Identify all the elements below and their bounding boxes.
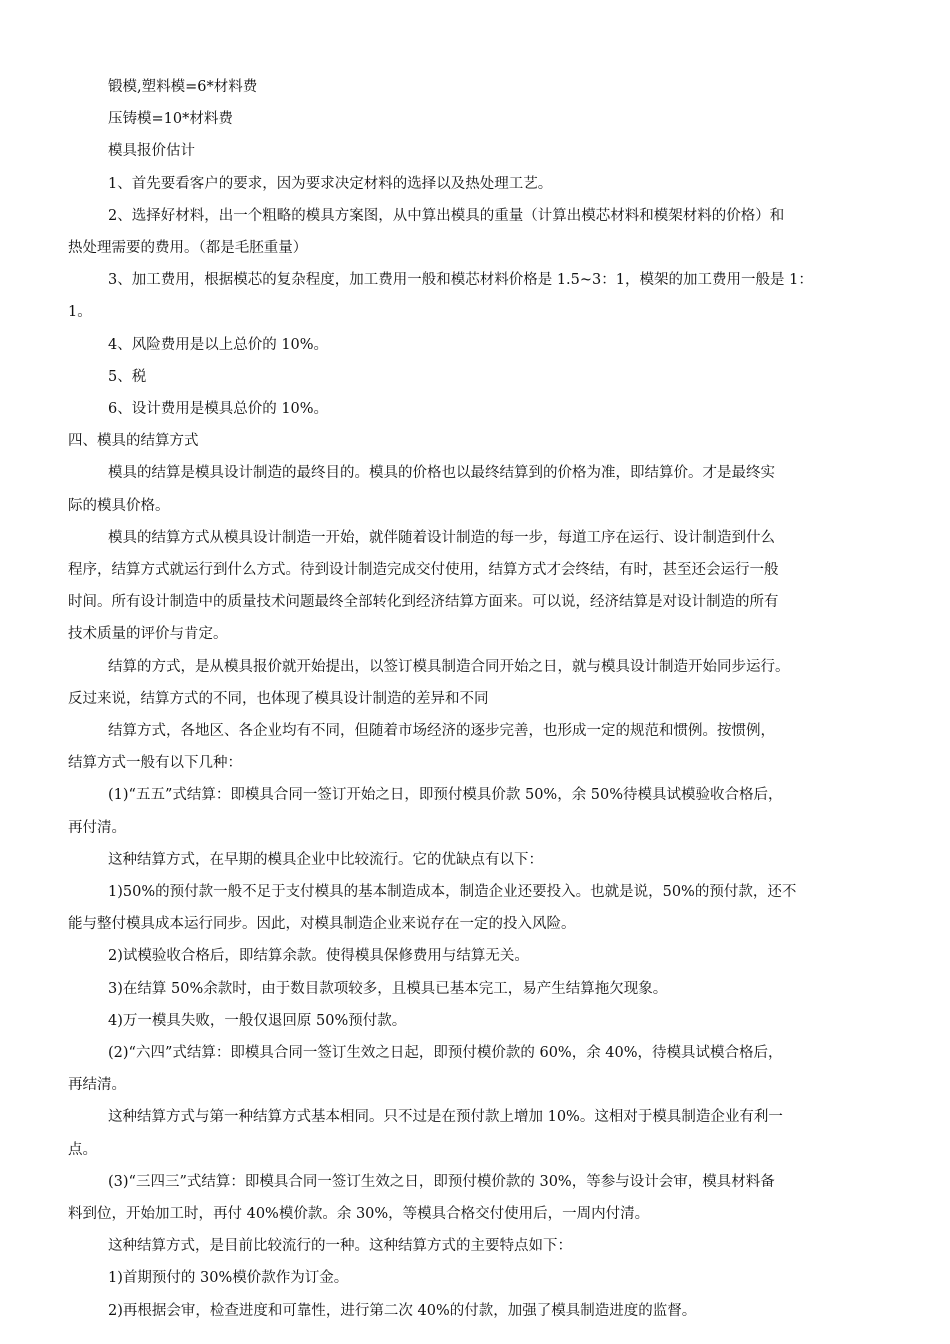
text-line: 这种结算方式与第一种结算方式基本相同。只不过是在预付款上增加 10%。这相对于模具制造企业有利一 bbox=[108, 1109, 783, 1125]
text-line: 料到位，开始加工时，再付 40%模价款。余 30%，等模具合格交付使用后，一周内付清。 bbox=[68, 1206, 650, 1222]
text-line: 模具报价估计 bbox=[108, 143, 195, 159]
text-line: 2)再根据会审，检查进度和可靠性，进行第二次 40%的付款，加强了模具制造进度的监督。 bbox=[108, 1303, 697, 1319]
text-line: 热处理需要的费用。（都是毛胚重量） bbox=[68, 240, 308, 256]
text-line: (3)“三四三”式结算：即模具合同一签订生效之日，即预付模价款的 30%，等参与设计会审，模具材料备 bbox=[108, 1174, 775, 1190]
text-line: 结算方式，各地区、各企业均有不同，但随着市场经济的逐步完善，也形成一定的规范和惯例。按惯例， bbox=[108, 723, 775, 739]
text-line: (2)“六四”式结算：即模具合同一签订生效之日起，即预付模价款的 60%，余 40%，待模具试模合格后， bbox=[108, 1045, 783, 1061]
text-line: 程序，结算方式就运行到什么方式。待到设计制造完成交付使用，结算方式才会终结，有时，甚至还会运行一般 bbox=[68, 562, 779, 578]
text-line: (1)“五五”式结算：即模具合同一签订开始之日，即预付模具价款 50%，余 50%待模具试模验收合格后， bbox=[108, 787, 783, 803]
text-line: 再付清。 bbox=[68, 820, 126, 836]
text-line: 能与整付模具成本运行同步。因此，对模具制造企业来说存在一定的投入风险。 bbox=[68, 916, 576, 932]
text-line: 模具的结算方式从模具设计制造一开始，就伴随着设计制造的每一步，每道工序在运行、设计制造到什么 bbox=[108, 530, 775, 546]
text-line: 2、选择好材料，出一个粗略的模具方案图，从中算出模具的重量（计算出模芯材料和模架材料的价格）和 bbox=[108, 208, 785, 224]
text-line: 3)在结算 50%余款时，由于数目款项较多，且模具已基本完工，易产生结算拖欠现象。 bbox=[108, 981, 668, 997]
text-line: 再结清。 bbox=[68, 1077, 126, 1093]
text-line: 技术质量的评价与肯定。 bbox=[68, 626, 228, 642]
text-line: 点。 bbox=[68, 1142, 97, 1158]
text-line: 压铸模=10*材料费 bbox=[108, 111, 233, 127]
text-line: 6、设计费用是模具总价的 10%。 bbox=[108, 401, 329, 417]
text-line: 5、税 bbox=[108, 369, 147, 385]
text-line: 反过来说，结算方式的不同，也体现了模具设计制造的差异和不同 bbox=[68, 691, 489, 707]
text-line: 1。 bbox=[68, 304, 92, 320]
text-line: 四、模具的结算方式 bbox=[68, 433, 199, 449]
text-line: 这种结算方式，是目前比较流行的一种。这种结算方式的主要特点如下： bbox=[108, 1238, 572, 1254]
text-line: 际的模具价格。 bbox=[68, 498, 170, 514]
text-line: 锻模,塑料模=6*材料费 bbox=[108, 79, 258, 95]
text-line: 模具的结算是模具设计制造的最终目的。模具的价格也以最终结算到的价格为准，即结算价。才是最终实 bbox=[108, 465, 775, 481]
text-line: 时间。所有设计制造中的质量技术问题最终全部转化到经济结算方面来。可以说，经济结算是对设计制造的所有 bbox=[68, 594, 779, 610]
text-line: 3、加工费用，根据模芯的复杂程度，加工费用一般和模芯材料价格是 1.5~3：1，模架的加工费用一般是 1： bbox=[108, 272, 813, 288]
text-line: 1、首先要看客户的要求，因为要求决定材料的选择以及热处理工艺。 bbox=[108, 176, 553, 192]
text-line: 1)首期预付的 30%模价款作为订金。 bbox=[108, 1270, 349, 1286]
text-line: 2)试模验收合格后，即结算余款。使得模具保修费用与结算无关。 bbox=[108, 948, 529, 964]
text-line: 1)50%的预付款一般不足于支付模具的基本制造成本，制造企业还要投入。也就是说，50%的预付款，还不 bbox=[108, 884, 797, 900]
text-line: 4、风险费用是以上总价的 10%。 bbox=[108, 337, 329, 353]
text-line: 4)万一模具失败，一般仅退回原 50%预付款。 bbox=[108, 1013, 407, 1029]
text-line: 结算方式一般有以下几种： bbox=[68, 755, 242, 771]
text-line: 这种结算方式，在早期的模具企业中比较流行。它的优缺点有以下： bbox=[108, 852, 543, 868]
text-line: 结算的方式，是从模具报价就开始提出，以签订模具制造合同开始之日，就与模具设计制造开始同步运行。 bbox=[108, 659, 790, 675]
